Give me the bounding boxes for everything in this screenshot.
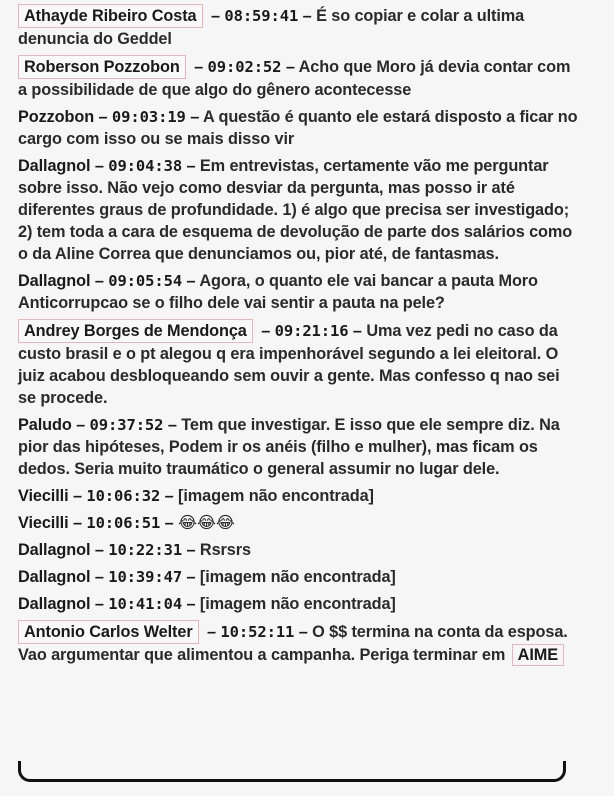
separator: – — [261, 322, 271, 340]
separator: – — [76, 416, 86, 434]
author-name: Dallagnol — [18, 272, 91, 290]
chat-message — [18, 593, 578, 615]
separator: – — [186, 541, 196, 559]
message-text: [imagem não encontrada] — [178, 487, 374, 505]
timestamp: 10:06:51 — [86, 514, 161, 532]
timestamp: 10:41:04 — [108, 595, 183, 613]
author-name: Viecilli — [18, 514, 69, 532]
chat-message — [18, 55, 578, 101]
separator: – — [186, 595, 196, 613]
message-text: Acho que Moro já devia contar com a possibilidade de que algo do gênero acontecesse — [18, 58, 571, 99]
chat-message — [18, 414, 578, 480]
timestamp: 08:59:41 — [224, 7, 299, 25]
chat-message — [18, 620, 578, 666]
chat-message — [18, 4, 578, 50]
chat-log — [18, 4, 578, 671]
separator: – — [94, 541, 104, 559]
timestamp: 09:21:16 — [274, 322, 349, 340]
separator: – — [72, 487, 82, 505]
message-text: O $$ termina na conta da esposa. Vao argumentar que alimentou a campanha. Periga terminar em — [18, 623, 568, 664]
timestamp: 10:06:32 — [86, 487, 161, 505]
separator: – — [210, 7, 220, 25]
message-text: É so copiar e colar a ultima denuncia do Geddel — [18, 7, 525, 48]
bottom-bracket — [18, 761, 566, 782]
timestamp: 09:03:19 — [111, 108, 186, 126]
timestamp: 09:37:52 — [89, 416, 164, 434]
author-name: Viecilli — [18, 487, 69, 505]
message-text: Uma vez pedi no caso da custo brasil e o pt alegou q era impenhorável segundo a lei eleitoral. O juiz acabou desbloqueando sem ouvir a gente. Mas confesso q nao sei se procede. — [18, 322, 560, 407]
separator: – — [186, 568, 196, 586]
message-text: 😂😂😂 — [178, 513, 235, 532]
separator: – — [164, 487, 174, 505]
chat-message — [18, 485, 578, 507]
separator: – — [352, 322, 362, 340]
message-text: [imagem não encontrada] — [199, 568, 396, 586]
chat-message — [18, 539, 578, 561]
message-text: Em entrevistas, certamente vão me perguntar sobre isso. Não vejo como desviar da pergunta, mas posso ir até diferentes graus de profundidade. 1) é algo que precisa ser investigado; 2) tem toda a cara de esquema de devolução de parte dos salários como o da Aline Correa que denunciamos ou, pior até, de fantasmas. — [18, 157, 573, 263]
separator: – — [94, 595, 104, 613]
separator: – — [94, 157, 104, 175]
separator: – — [194, 58, 204, 76]
separator: – — [72, 514, 82, 532]
message-text: A questão é quanto ele estará disposto a ficar no cargo com isso ou se mais disso vir — [18, 108, 578, 148]
separator: – — [164, 514, 174, 532]
timestamp: 09:02:52 — [207, 58, 282, 76]
separator: – — [94, 568, 104, 586]
timestamp: 10:52:11 — [220, 623, 295, 641]
separator: – — [186, 272, 196, 290]
chat-message — [18, 319, 578, 409]
chat-message — [18, 155, 578, 265]
author-name: Andrey Borges de Mendonça — [18, 319, 253, 343]
author-name: Pozzobon — [18, 108, 95, 126]
chat-message — [18, 106, 578, 150]
separator: – — [190, 108, 200, 126]
message-text: Rsrsrs — [199, 541, 251, 559]
chat-message — [18, 566, 578, 588]
timestamp: 10:22:31 — [108, 541, 183, 559]
highlighted-term: AIME — [512, 644, 564, 666]
message-text: [imagem não encontrada] — [199, 595, 396, 613]
separator: – — [94, 272, 104, 290]
separator: – — [98, 108, 108, 126]
separator: – — [167, 416, 177, 434]
author-name: Dallagnol — [18, 157, 91, 175]
separator: – — [285, 58, 295, 76]
author-name: Antonio Carlos Welter — [18, 620, 199, 644]
chat-message — [18, 512, 578, 534]
timestamp: 10:39:47 — [108, 568, 183, 586]
author-name: Athayde Ribeiro Costa — [18, 4, 203, 28]
author-name: Dallagnol — [18, 595, 91, 613]
author-name: Dallagnol — [18, 568, 91, 586]
author-name: Paludo — [18, 416, 72, 434]
message-text: Tem que investigar. E isso que ele sempre diz. Na pior das hipóteses, Podem ir os anéis (filho e mulher), mas ficam os dedos. Seria muito traumático o general assumir no lugar dele. — [18, 416, 560, 478]
message-text: Agora, o quanto ele vai bancar a pauta Moro Anticorrupcao se o filho dele vai sentir a pauta na pele? — [18, 272, 538, 312]
separator: – — [207, 623, 216, 641]
separator: – — [302, 7, 312, 25]
author-name: Roberson Pozzobon — [18, 55, 186, 79]
separator: – — [186, 157, 196, 175]
timestamp: 09:04:38 — [108, 157, 183, 175]
author-name: Dallagnol — [18, 541, 91, 559]
separator: – — [298, 623, 308, 641]
chat-message — [18, 270, 578, 314]
timestamp: 09:05:54 — [108, 272, 183, 290]
